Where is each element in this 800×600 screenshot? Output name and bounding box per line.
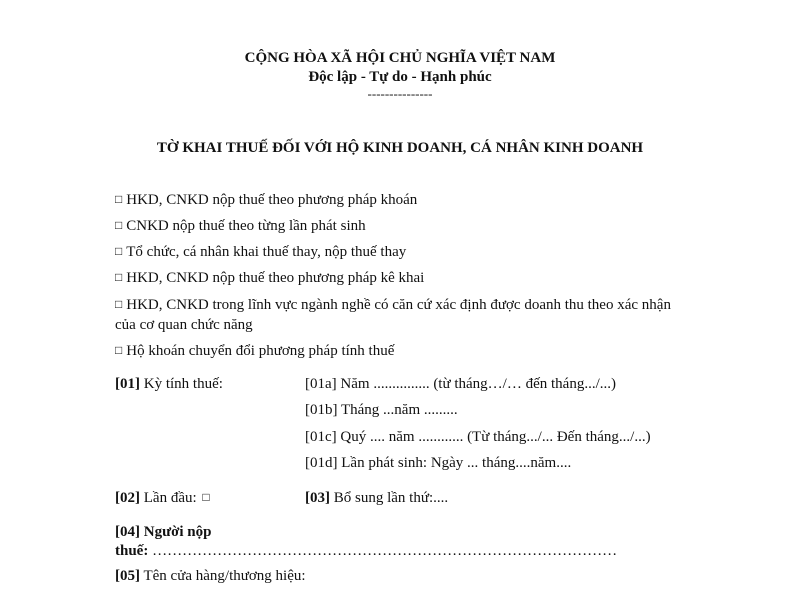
field-01a[interactable]: [305, 376, 616, 393]
option-label: HKD, CNKD trong lĩnh vực ngành nghề có căn cứ xác định được doanh thu theo xác nhận của cơ quan chức năng: [115, 297, 671, 333]
option-chuyen-doi[interactable]: [115, 343, 394, 360]
field-text: Tháng ...năm .........: [340, 402, 458, 418]
option-label: HKD, CNKD nộp thuế theo phương pháp khoán: [126, 192, 418, 208]
taxpayer-dots[interactable]: …………………………………………………………………………………: [152, 543, 618, 559]
field-label-line2: thuế:: [115, 543, 149, 559]
option-label: CNKD nộp thuế theo từng lần phát sinh: [126, 218, 366, 234]
checkbox-icon[interactable]: □: [115, 270, 123, 284]
field-code: [04]: [115, 524, 140, 540]
option-khoan[interactable]: [115, 192, 417, 209]
motto: Độc lập - Tự do - Hạnh phúc: [308, 69, 492, 85]
option-label: Tổ chức, cá nhân khai thuế thay, nộp thuế thay: [126, 244, 407, 260]
field-code: [01b]: [305, 402, 338, 418]
field-code: [01a]: [305, 376, 337, 392]
field-code: [03]: [305, 490, 330, 506]
field-01b[interactable]: [305, 402, 458, 419]
form-title: TỜ KHAI THUẾ ĐỐI VỚI HỘ KINH DOANH, CÁ NHÂN KINH DOANH: [156, 140, 644, 156]
option-xac-dinh-doanh-thu[interactable]: [115, 295, 695, 335]
option-ke-khai[interactable]: [115, 270, 424, 287]
checkbox-icon[interactable]: □: [115, 244, 123, 258]
checkbox-icon[interactable]: □: [115, 192, 123, 206]
field-text: Quý .... năm ............ (Từ tháng.../... Đến tháng.../...): [340, 429, 651, 445]
field-label-line1: Người nộp: [143, 524, 212, 540]
field-code: [05]: [115, 568, 140, 584]
option-khai-thay[interactable]: [115, 244, 406, 261]
field-label: Lần đầu:: [143, 490, 197, 506]
field-03[interactable]: [305, 490, 448, 507]
option-phat-sinh[interactable]: [115, 218, 366, 235]
field-02[interactable]: [115, 490, 214, 507]
field-text: Năm ............... (từ tháng…/… đến tháng.../...): [340, 376, 616, 392]
field-label: Kỳ tính thuế:: [143, 376, 223, 392]
checkbox-icon[interactable]: □: [115, 297, 123, 311]
field-05[interactable]: [115, 568, 306, 585]
country-header: CỘNG HÒA XÃ HỘI CHỦ NGHĨA VIỆT NAM: [244, 50, 556, 66]
option-label: HKD, CNKD nộp thuế theo phương pháp kê khai: [126, 270, 425, 286]
checkbox-icon[interactable]: □: [115, 343, 123, 357]
field-code: [01d]: [305, 455, 338, 471]
field-label: Tên cửa hàng/thương hiệu:: [143, 568, 306, 584]
field-04-input-row[interactable]: [115, 543, 617, 560]
field-01-label: [115, 376, 223, 393]
field-04-label: [115, 524, 212, 541]
field-code: [02]: [115, 490, 140, 506]
header-separator: ---------------: [367, 86, 433, 101]
field-code: [01c]: [305, 429, 337, 445]
checkbox-icon[interactable]: □: [202, 490, 210, 504]
field-code: [01]: [115, 376, 140, 392]
option-label: Hộ khoán chuyển đổi phương pháp tính thuế: [126, 343, 395, 359]
checkbox-icon[interactable]: □: [115, 218, 123, 232]
field-label: Bổ sung lần thứ:....: [333, 490, 449, 506]
field-01d[interactable]: [305, 455, 571, 472]
field-01c[interactable]: [305, 429, 651, 446]
field-text: Lần phát sinh: Ngày ... tháng....năm....: [341, 455, 572, 471]
